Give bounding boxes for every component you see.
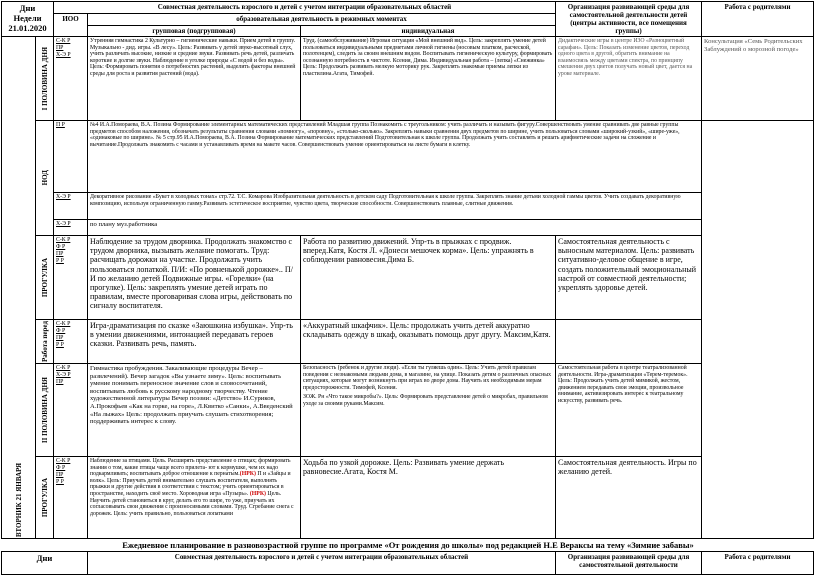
codes-nod2: Х-Э Р bbox=[54, 193, 88, 220]
codes-walk: С-К Р Ф Р ПР Р Р bbox=[54, 236, 88, 320]
next-plan-table-header bbox=[1, 551, 814, 575]
morning-individual-text: Труд. (самообслуживание) Игровая ситуация «Мой внешний вид». Цель: закреплять умение детей пользоваться индивидуальными предметами личной гигиены (носовым платком, расческой, полотенцем), следить за своим внешним видом. Воспитывать гигиеническую культуру, формировать осознанную потребность в чистоте. Ксения, Дима. Индивидуальная работа – (лепка) «Снежинка» Цель: Продолжать развивать мелкую моторику рук. Закреплять знакомые приемы лепки из пластилина.Агата, Тимофей. bbox=[301, 37, 556, 121]
evening-environment-text: Самостоятельная работа в центре театрализованной деятельности. Игра-драматизация «Терем-теремок». Цель: Продолжать учить детей мимикой, жестом, движением передавать свои эмоции, произвольное внимание, активизировать интерес к театральному искусству, развивать речь. bbox=[556, 363, 702, 456]
header-days: Дни Недели 21.01.2020 bbox=[2, 2, 54, 37]
walk2-group-text: Наблюдение за птицами. Цель. Расширять представление о птицах; формировать знания о том, какие птицы чаще всего прилета- ют к кормушке, чем их надо подкармливать; воспитывать доброе отношение к пернатым.(НРК) П и «Зайцы и волк». Цель: Приучать детей внимательно слушать воспитателя, выполнять прыжки и другие действия в соответствии с текстом; учить ориентироваться в пространстве, находить своё место. Хороводная игра «Пузырь». (НРК) Цель. Научить детей становиться в круг, делать его то шире, то уже, приучать их согласовывать свои движения с произносимыми словами. Труд. Сгребание снега с дорожек. Цель: учить правильно, пользоваться лопатками bbox=[88, 456, 301, 538]
evening-group-text: Гимнастика пробуждения. Закаливающие процедуры Вечер – развлечений). Вечер загадок «Вы узнаете зиму». Цель: воспитывать умение понимать переносное значение слов и словосочетаний, воспитывать любовь к русскому народному творчеству. Чтение художественной литературы Вечер поэзии: «Детство» И.Суриков, А.Прокофьев «Как на горке, на горе», Л.Квитко «Санки», А.Введенский «На лыжах» Цель: продолжать приучать слушать стихотворения; поддерживать интерес к слову. bbox=[88, 363, 301, 456]
before-sleep-environment-empty bbox=[556, 320, 702, 364]
codes-morning: С-К Р ПР Х-Э Р bbox=[54, 37, 88, 121]
walk-environment-text: Самостоятельная деятельность с выносным материалом. Цель: развивать ситуативно-деловое общение в игре, создать положительный эмоциональный настрой от совместной деятельности; укреплять здоровье детей. bbox=[556, 236, 702, 320]
header-regime-edu: образовательная деятельность в режимных моментах bbox=[88, 14, 556, 26]
header-group: групповая (подгрупповая) bbox=[88, 26, 301, 37]
codes-evening: С-К Р Х-Э Р ПР bbox=[54, 363, 88, 456]
evening-individual-cell bbox=[301, 363, 556, 456]
morning-environment-text: Дидактические игры в центре ИЗО «Разноцветный сарафан». Цель: Показать изменение цветов, переход одного цвета в другой, обратить внимание на взаимосвязь между цветами спектра, по принципу смешения двух цветов получать новый цвет, дается на уроке материале. bbox=[556, 37, 702, 121]
next-header-parents: Работа с родителями bbox=[702, 552, 814, 575]
nod-art-text: Декоративное рисование «Букет в холодных тонах» стр.72. Т.С. Комарова Изобразительная деятельность в детском саду Подготовительная к школе группа. Закреплять знание детьми холодной гаммы цветов. Учить создавать декоративную композицию, используя ограниченную гамму.Развивать эстетическое восприятие, чувство цвета, творческие способности. Совершенствовать плавные, слитные движения. bbox=[88, 193, 702, 220]
row-morning bbox=[2, 37, 814, 121]
header-ioo: ИОО bbox=[54, 14, 88, 37]
header-parents: Работа с родителями bbox=[702, 2, 814, 37]
before-sleep-individual-text: «Аккуратный шкафчик». Цель: продолжать учить детей аккуратно складывать одежду в шкаф, оказывать помощь друг другу. Максим,Катя. bbox=[301, 320, 556, 364]
section-nod: НОД bbox=[36, 121, 54, 236]
row-nod-music bbox=[2, 220, 814, 236]
evening-safety-text: Безопасность (ребенок и другие люди). «Если ты гуляешь один». Цель: Учить детей правилам поведения с незнакомыми людьми дома, в магазине, на улице. Показать детям о различных опасных ситуациях, которые могут возникнуть при играх во дворе дома. Научить их необходимым мерам предосторожности. Тимофей, Ксения. bbox=[303, 364, 551, 391]
walk-individual-text: Работа по развитию движений. Упр-ть в прыжках с продвиж. вперед.Катя, Костя Л. «Донеси мешочек корма». Цель: упражнять в соблюдении равновесия.Дима Б. bbox=[301, 236, 556, 320]
before-sleep-group-text: Игра-драматизация по сказке «Заюшкина избушка». Упр-ть в умении движениями, интонацией передавать героев сказки. Развивать речь, память. bbox=[88, 320, 301, 364]
next-header-environment: Организация развивающей среды для самостоятельной деятельности bbox=[556, 552, 702, 575]
header-individual: индивидуальная bbox=[301, 26, 556, 37]
row-walk bbox=[2, 236, 814, 320]
nod-music-text: по плану муз.работника bbox=[88, 220, 702, 236]
parents-empty bbox=[702, 121, 814, 539]
row-evening bbox=[2, 363, 814, 456]
evening-health-text: ЗОЖ. Рн «Что такое микробы?». Цель: Формировать представление детей о микробах, правильном уходе за своими руками.Максим. bbox=[303, 394, 548, 407]
codes-before-sleep: С-К Р Ф Р ПР Р Р bbox=[54, 320, 88, 364]
section-walk: ПРОГУЛКА bbox=[36, 236, 54, 320]
next-header-days: Дни bbox=[2, 552, 88, 575]
walk-group-text: Наблюдение за трудом дворника. Продолжать знакомство с трудом дворника, вызывать желание помогать. Труд: расчищать дорожки на участке. Продолжать учить пользоваться лопаткой. П/И: «По ровненькой дорожке».. П/И по желанию детей Подвижные игры. «Горелки» (на прогулке). Цель: закреплять умение детей играть по правилам, вместе проговаривая слова игры, действовать по сигналу воспитателя. bbox=[88, 236, 301, 320]
row-nod-math bbox=[2, 121, 814, 193]
daily-plan-table bbox=[1, 1, 814, 539]
codes-nod1: П Р bbox=[54, 121, 88, 193]
row-nod-art bbox=[2, 193, 814, 220]
parents-consultation: Консультация «Семь Родительских Заблуждений о морозной погоде» bbox=[702, 37, 814, 121]
codes-walk2: С-К Р Ф Р ПР Р Р bbox=[54, 456, 88, 538]
next-header-joint: Совместная деятельность взрослого и детей с учетом интеграции образовательных областей bbox=[88, 552, 556, 575]
row-before-sleep bbox=[2, 320, 814, 364]
walk2-environment-text: Самостоятельная деятельность. Игры по желанию детей. bbox=[556, 456, 702, 538]
codes-nod3: Х-Э Р bbox=[54, 220, 88, 236]
section-second-half: II ПОЛОВИНА ДНЯ bbox=[36, 363, 54, 456]
next-plan-title: Ежедневное планирование в разновозрастной группе по программе «От рождения до школы» под редакцией Н.Е Вераксы на тему «Зимние забавы» bbox=[122, 540, 694, 550]
section-before-sleep: Работа перед bbox=[36, 320, 54, 364]
header-joint-activity: Совместная деятельность взрослого и детей с учетом интеграции образовательных областей bbox=[54, 2, 556, 14]
row-walk2 bbox=[2, 456, 814, 538]
day-label: ВТОРНИК 21 ЯНВАРЯ bbox=[14, 462, 23, 537]
walk2-individual-text: Ходьба по узкой дорожке. Цель: Развивать умение держать равновесие.Агата, Костя М. bbox=[301, 456, 556, 538]
nod-math-text: №4 И.А.Помораева, В.А. Позина Формирование элементарных математических представлений Младшая группа Познакомить с треугольником: учить различать и называть фигуру.Совершенствовать умение сравнивать две равные группы предметов способом наложения, обозначать результаты сравнения словами «помногу», «поровну», «столько-сколько». Закреплять навыки сравнения двух предметов по ширине, учить пользоваться словами «широкий-узкий», «шире-уже», «одинаковые по ширине». № 5 стр.95 И.А.Помораева, В.А. Позина Формирование математических представлений Подготовительная к школе группа. Продолжать учить составлять и решать арифметические задачи на сложение и вычитание.Продолжать знакомить с часами и устанавливать время на макете часов. Совершенствовать умение ориентироваться на листе бумаги в клетку. bbox=[88, 121, 702, 193]
section-walk2: ПРОГУЛКА bbox=[36, 456, 54, 538]
header-environment: Организация развивающей среды для самостоятельной деятельности детей (центры активности, все помещения группы) bbox=[556, 2, 702, 37]
morning-group-text: Утренняя гимнастика 2 Культурно – гигиенические навыки. Прием детей в группу. Музыкально - дид. игры. «В лесу». Цель: Развивать у детей звуко-высотный слух, учить различать высокие, низкие и средние звуки. Развивать речь детей, различать короткие и долгие звуки. Наблюдение в уголке природы «С водой и без воды». Цель: Формировать понятия о потребностях растений, выделить факторы внешней среды для роста и развития растений (вода). bbox=[88, 37, 301, 121]
day-cell bbox=[2, 37, 36, 539]
section-first-half: I ПОЛОВИНА ДНЯ bbox=[36, 37, 54, 121]
